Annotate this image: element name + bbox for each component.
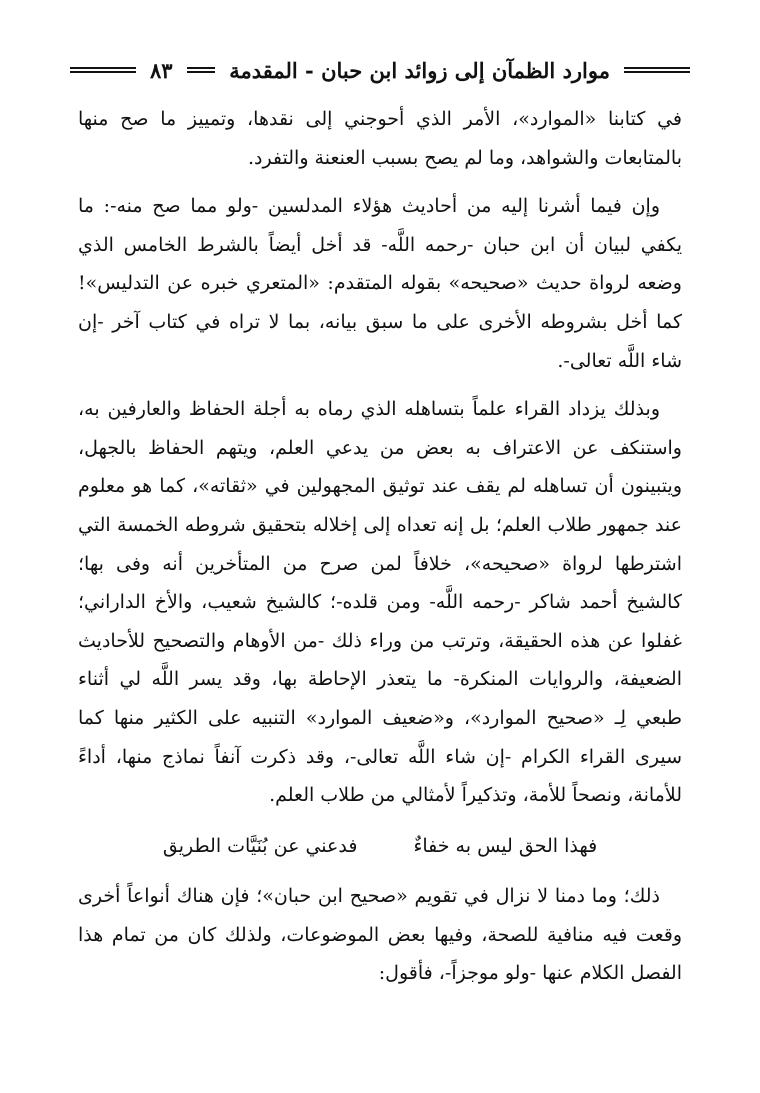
verse-hemistich-second: فدعني عن بُنَيَّات الطريق <box>162 834 358 857</box>
body-text <box>78 100 682 993</box>
poetry-verse <box>78 827 682 866</box>
header-title: موارد الظمآن إلى زوائد ابن حبان - المقدمة <box>229 57 610 83</box>
running-header <box>70 50 690 90</box>
paragraph-1: في كتابنا «الموارد»، الأمر الذي أحوجني إلى نقدها، وتمييز ما صح منها بالمتابعات والشواهد، وما لم يصح بسبب العنعنة والتفرد. <box>78 108 682 169</box>
paragraph-2: وإن فيما أشرنا إليه من أحاديث هؤلاء المدلسين -ولو مما صح منه-: ما يكفي لبيان أن ابن حبان -رحمه اللَّه- قد أخل أيضاً بالشرط الخامس الذي وضعه لرواة حديث «صحيحه» بقوله المتقدم: «المتعري خبره عن التدليس»! كما أخل بشروطه الأخرى على ما سبق بيانه، بما لا تراه في كتاب آخر -إن شاء اللَّه تعالى-. <box>78 195 682 372</box>
header-rule-middle <box>187 67 216 73</box>
header-rule-right <box>624 67 690 73</box>
header-rule-left <box>70 67 136 73</box>
page-number: ٨٣ <box>150 57 173 83</box>
paragraph-3: وبذلك يزداد القراء علماً بتساهله الذي رماه به أجلة الحفاظ والعارفين به، واستنكف عن الاعتراف به بعض من يدعي العلم، ويتهم الحفاظ بالجهل، ويتبينون أن تساهله لم يقف عند توثيق المجهولين في «ثقاته»، كما هو معلوم عند جمهور طلاب العلم؛ بل إنه تعداه إلى إخلاله بتحقيق شروطه الخمسة التي اشترطها لرواة «صحيحه»، خلافاً لمن صرح من المتأخرين أنه وفى بها؛ كالشيخ أحمد شاكر -رحمه اللَّه- ومن قلده-؛ كالشيخ شعيب، والأخ الداراني؛ غفلوا عن هذه الحقيقة، وترتب من وراء ذلك -من الأوهام والتصحيح للأحاديث الضعيفة، والروايات المنكرة- ما يتعذر الإحاطة بها، وقد يسر اللَّه لي أثناء طبعي لِـ «صحيح الموارد»، و«ضعيف الموارد» التنبيه على الكثير منها كما سيرى القراء الكرام -إن شاء اللَّه تعالى-، وقد ذكرت آنفاً نماذج منها، أداءً للأمانة، ونصحاً للأمة، وتذكيراً لأمثالي من طلاب العلم. <box>78 398 682 807</box>
verse-hemistich-first: فهذا الحق ليس به خفاءٌ <box>413 834 598 857</box>
paragraph-4: ذلك؛ وما دمنا لا نزال في تقويم «صحيح ابن حبان»؛ فإن هناك أنواعاً أخرى وقعت فيه منافية للصحة، وفيها بعض الموضوعات، ولذلك كان من تمام هذا الفصل الكلام عنها -ولو موجزاً-، فأقول: <box>78 885 682 985</box>
